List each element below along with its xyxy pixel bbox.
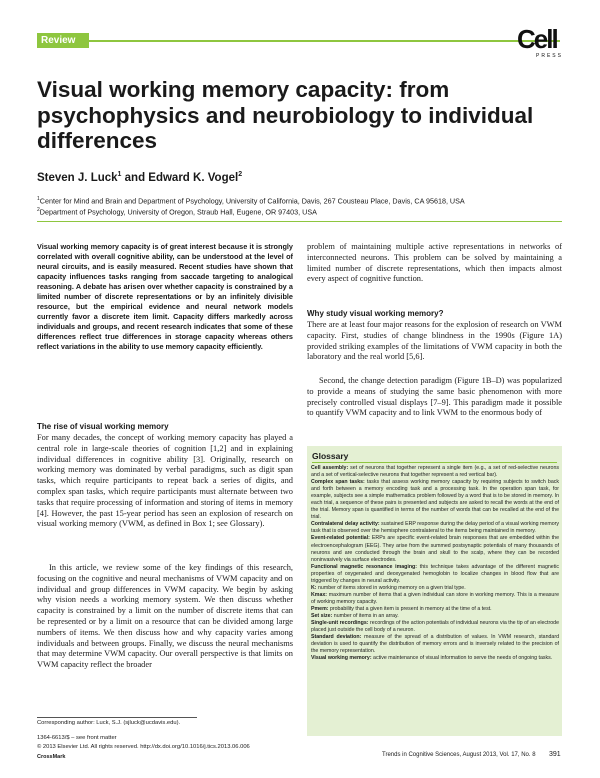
glossary-definition: tasks that assess working memory capacity by requiring subjects to switch back and forth between a memory encoding task and a processing task. In the operation span task, for example, subjects see a simple mathematics problem followed by a word that is to be stored in memory. In each trial, a sequence of these pairs is presented and subjects are asked to recall the words at the end of the trial. Memory span is quantified in terms of the number of words that can be recalled at the end of the trial. <box>311 479 559 521</box>
glossary-term: Complex span tasks: <box>311 479 365 486</box>
glossary-entry <box>311 521 559 535</box>
glossary-term: Cell assembly: <box>311 465 349 471</box>
author-line <box>37 171 242 184</box>
crossmark-icon[interactable]: CrossMark <box>37 754 66 760</box>
affiliation-1 <box>37 196 465 205</box>
glossary-entry <box>311 585 559 592</box>
author-1[interactable]: Steven J. Luck <box>37 171 118 184</box>
glossary-entry <box>311 620 559 634</box>
author-2-affiliation: 2 <box>238 171 243 178</box>
glossary-definition: number of items in an array. <box>332 612 399 619</box>
glossary-rule <box>312 462 557 463</box>
paragraph-continued: problem of maintaining multiple active representations in networks of interconnected neurons. This problem can be solved by maintaining a limited number of discrete representations, which then impacts almost every aspect of cognitive function. <box>307 242 562 284</box>
copyright-doi[interactable]: © 2013 Elsevier Ltd. All rights reserved. http://dx.doi.org/10.1016/j.tics.2013.06.006 <box>37 744 250 750</box>
corresponding-author[interactable]: Corresponding author: Luck, S.J. (sjluck@ucdavis.edu). <box>37 720 181 726</box>
journal-citation: Trends in Cognitive Sciences, August 2013, Vol. 17, No. 8 <box>382 752 536 758</box>
footnote-rule <box>37 717 197 718</box>
glossary-term: Event-related potential: <box>311 535 370 542</box>
glossary-entry <box>311 465 559 479</box>
glossary-term: Standard deviation: <box>311 634 362 641</box>
glossary-heading: Glossary <box>312 451 349 461</box>
affiliation-2 <box>37 207 317 216</box>
glossary-entry <box>311 535 559 563</box>
section-heading-rise: The rise of visual working memory <box>37 422 169 431</box>
author-1-affiliation: 1 <box>117 171 122 178</box>
glossary-term: Contralateral delay activity: <box>311 521 380 528</box>
glossary-entry <box>311 592 559 606</box>
affiliation-1-text: Center for Mind and Brain and Department of Psychology, University of California, Davis, 267 Cousteau Place, Davis, CA 95618, USA <box>39 196 465 206</box>
glossary-definition: set of neurons that together represent a single item (e.g., a set of red-selective neurons and a set of vertical-selective neurons that together represent a red vertical bar). <box>311 465 559 479</box>
affiliation-2-sup: 2 <box>37 207 40 213</box>
glossary-term: Single-unit recordings: <box>311 620 369 627</box>
section-heading-why: Why study visual working memory? <box>307 309 444 318</box>
glossary-term: Functional magnetic resonance imaging: <box>311 563 418 570</box>
glossary-term: Pmem: <box>311 605 329 612</box>
glossary-definition: probability that a given item is present in memory at the time of a test. <box>328 605 492 612</box>
glossary-definition: sustained ERP response during the delay period of a visual working memory task that is observed over the hemisphere contralateral to the items being maintained in memory. <box>311 521 559 535</box>
issn-line: 1364-6613/$ – see front matter <box>37 735 117 741</box>
abstract: Visual working memory capacity is of great interest because it is strongly correlated with overall cognitive ability, can be understood at the level of neural circuits, and is easily measured. Recent studies have shown that capacity influences tasks ranging from saccade targeting to analogical reasoning. A debate has arisen over whether capacity is constrained by a limited number of discrete representations or by an infinitely divisible resource, but the empirical evidence and neural network models currently favor a discrete item limit. Capacity differs markedly across individuals and groups, and recent research indicates that some of these differences reflect true differences in storage capacity whereas others reflect variations in the ability to use memory capacity efficiently. <box>37 242 293 351</box>
glossary-entry <box>311 613 559 620</box>
glossary-entry <box>311 655 559 662</box>
glossary-term: Set size: <box>311 612 333 619</box>
glossary-entries <box>311 465 559 662</box>
glossary-term: Visual working memory: <box>311 655 372 662</box>
glossary-definition: ERPs are specific event-related brain responses that are embedded within the electroencephalogram (EEG). They arise from the summed postsynaptic potentials of many thousands of neurons and are conducted through the brain and skull to the scalp, where they can be recorded noninvasively via surface electrodes. <box>311 535 559 563</box>
page-number: 391 <box>549 751 561 758</box>
author-conjunction: and <box>121 171 149 184</box>
glossary-entry <box>311 564 559 585</box>
glossary-term: Kmax: <box>311 591 328 598</box>
glossary-definition: this technique takes advantage of the different magnetic properties of oxygenated and deoxygenated hemoglobin to localize changes in blood flow that are triggered by changes in neural activity. <box>311 563 559 584</box>
paragraph-rise-2: In this article, we review some of the key findings of this research, focusing on the cognitive and neural mechanisms of VWM capacity and on individual and group differences in VWM capacity. We begin by asking why vision needs a working memory system. We then discuss whether capacity is constrained by a limit on the number of discrete items that can be represented or by a limit on a resource that can be divided among large numbers of items. We then discuss how and why capacity varies among individuals and between groups. Finally, we discuss the neural mechanisms that may determine VWM capacity. Our overall perspective is that limits on VWM capacity reflect the broader <box>37 563 293 670</box>
glossary-entry <box>311 606 559 613</box>
glossary-definition: measure of the spread of a distribution of values. In VWM research, standard deviation is used to quantify the distribution of memory errors and is inversely related to the precision of the memory representation. <box>311 634 559 655</box>
article-title: Visual working memory capacity: from psychophysics and neurobiology to individual differences <box>37 77 534 153</box>
glossary-definition: active maintenance of visual information to serve the needs of ongoing tasks. <box>371 655 553 662</box>
cell-press-logo-sub: PRESS <box>536 53 563 59</box>
glossary-entry <box>311 479 559 521</box>
affiliation-2-text: Department of Psychology, University of Oregon, Straub Hall, Eugene, OR 97403, USA <box>39 207 317 217</box>
paragraph-rise-1: For many decades, the concept of working memory capacity has played a central role in large-scale theories of cognition [1,2] and in explaining individual differences in cognitive ability [3]. Originally, research on working memory was dominated by verbal paradigms, such as digit span tasks, which require participants to repeat back a series of digits, and complex span tasks, which require participants must alternate between two tasks that require processing of information and storing of items in memory [4]. However, the past 15-year period has seen an explosion of research on visual working memory (VWM, as defined in Box 1; see Glossary). <box>37 433 293 529</box>
author-2[interactable]: Edward K. Vogel <box>148 171 239 184</box>
title-rule <box>37 221 562 222</box>
review-tag: Review <box>37 33 89 48</box>
cell-press-logo: Cell <box>517 24 557 54</box>
glossary-definition: number of items stored in working memory on a given trial type. <box>316 584 466 591</box>
glossary-definition: maximum number of items that a given individual can store in working memory. This is a measure of working memory capacity. <box>311 591 559 605</box>
paragraph-why-1: There are at least four major reasons for the explosion of research on VWM capacity. First, studies of change blindness in the 1990s (Figure 1A) provided striking examples of the limitations of VWM capacity in both the laboratory and the real world [5,6]. <box>307 320 562 362</box>
glossary-term: K: <box>311 584 317 591</box>
header-rule <box>89 40 560 42</box>
glossary-definition: recordings of the action potentials of individual neurons via the tip of an electrode placed just outside the cell body of a neuron. <box>311 620 559 634</box>
glossary-entry <box>311 634 559 655</box>
paragraph-why-2: Second, the change detection paradigm (Figure 1B–D) was popularized to provide a means of studying the same basic phenomenon with more precisely controlled visual displays [7–9]. This paradigm made it possible to quantify VWM capacity and to link VWM to the enormous body of <box>307 376 562 418</box>
affiliation-1-sup: 1 <box>37 196 40 202</box>
